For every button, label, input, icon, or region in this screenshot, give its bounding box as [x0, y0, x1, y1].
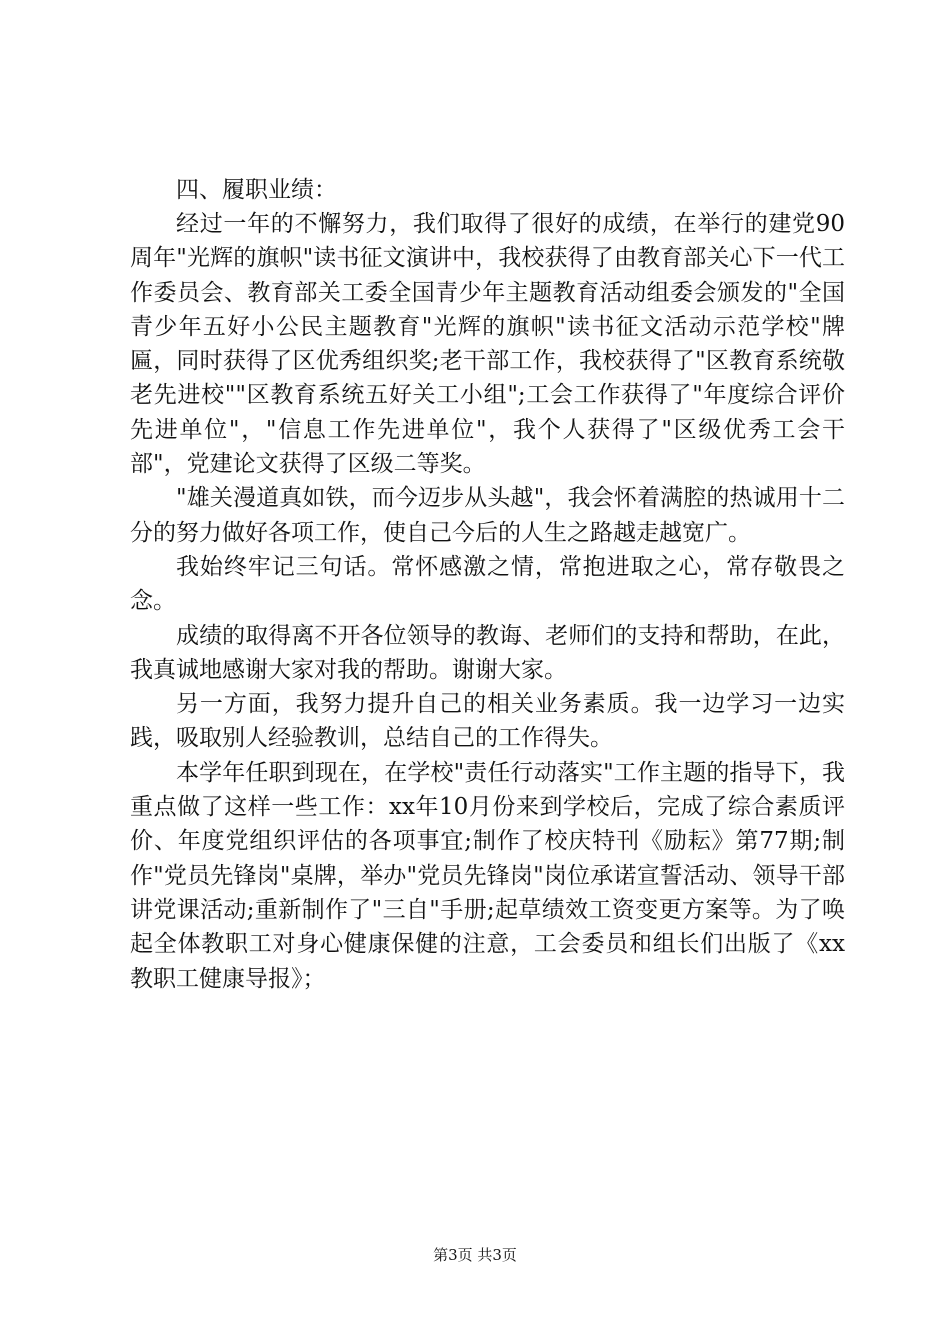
paragraph-achievements: 经过一年的不懈努力，我们取得了很好的成绩，在举行的建党90周年"光辉的旗帜"读书征文演讲中，我校获得了由教育部关心下一代工作委员会、教育部关工委全国青少年主题教育活动组委会颁发的"全国青少年五好小公民主题教育"光辉的旗帜"读书征文活动示范学校"牌匾，同时获得了区优秀组织奖;老干部工作，我校获得了"区教育系统敬老先进校""区教育系统五好关工小组";工会工作获得了"年度综合评价先进单位"，"信息工作先进单位"，我个人获得了"区级优秀工会干部"，党建论文获得了区级二等奖。 [130, 211, 845, 478]
section-heading: 四、履职业绩： [176, 177, 337, 203]
paragraph-thanks: 成绩的取得离不开各位领导的教诲、老师们的支持和帮助，在此，我真诚地感谢大家对我的帮助。谢谢大家。 [130, 622, 845, 683]
paragraph-three-sentences: 我始终牢记三句话。常怀感激之情，常抱进取之心，常存敬畏之念。 [130, 553, 845, 615]
document-body [130, 173, 845, 996]
paragraph-poem-quote: "雄关漫道真如铁，而今迈步从头越"，我会怀着满腔的热诚用十二分的努力做好各项工作，使自己今后的人生之路越走越宽广。 [130, 485, 845, 546]
paragraph-self-improvement: 另一方面，我努力提升自己的相关业务素质。我一边学习一边实践，吸取别人经验教训，总结自己的工作得失。 [130, 691, 845, 752]
page-footer: 第3页 共3页 [433, 1246, 517, 1264]
paragraph-work-summary: 本学年任职到现在，在学校"责任行动落实"工作主题的指导下，我重点做了这样一些工作：xx年10月份来到学校后，完成了综合素质评价、年度党组织评估的各项事宜;制作了校庆特刊《励耘》第77期;制作"党员先锋岗"桌牌，举办"党员先锋岗"岗位承诺宣誓活动、领导干部讲党课活动;重新制作了"三自"手册;起草绩效工资变更方案等。为了唤起全体教职工对身心健康保健的注意，工会委员和组长们出版了《xx教职工健康导报》； [130, 759, 845, 992]
